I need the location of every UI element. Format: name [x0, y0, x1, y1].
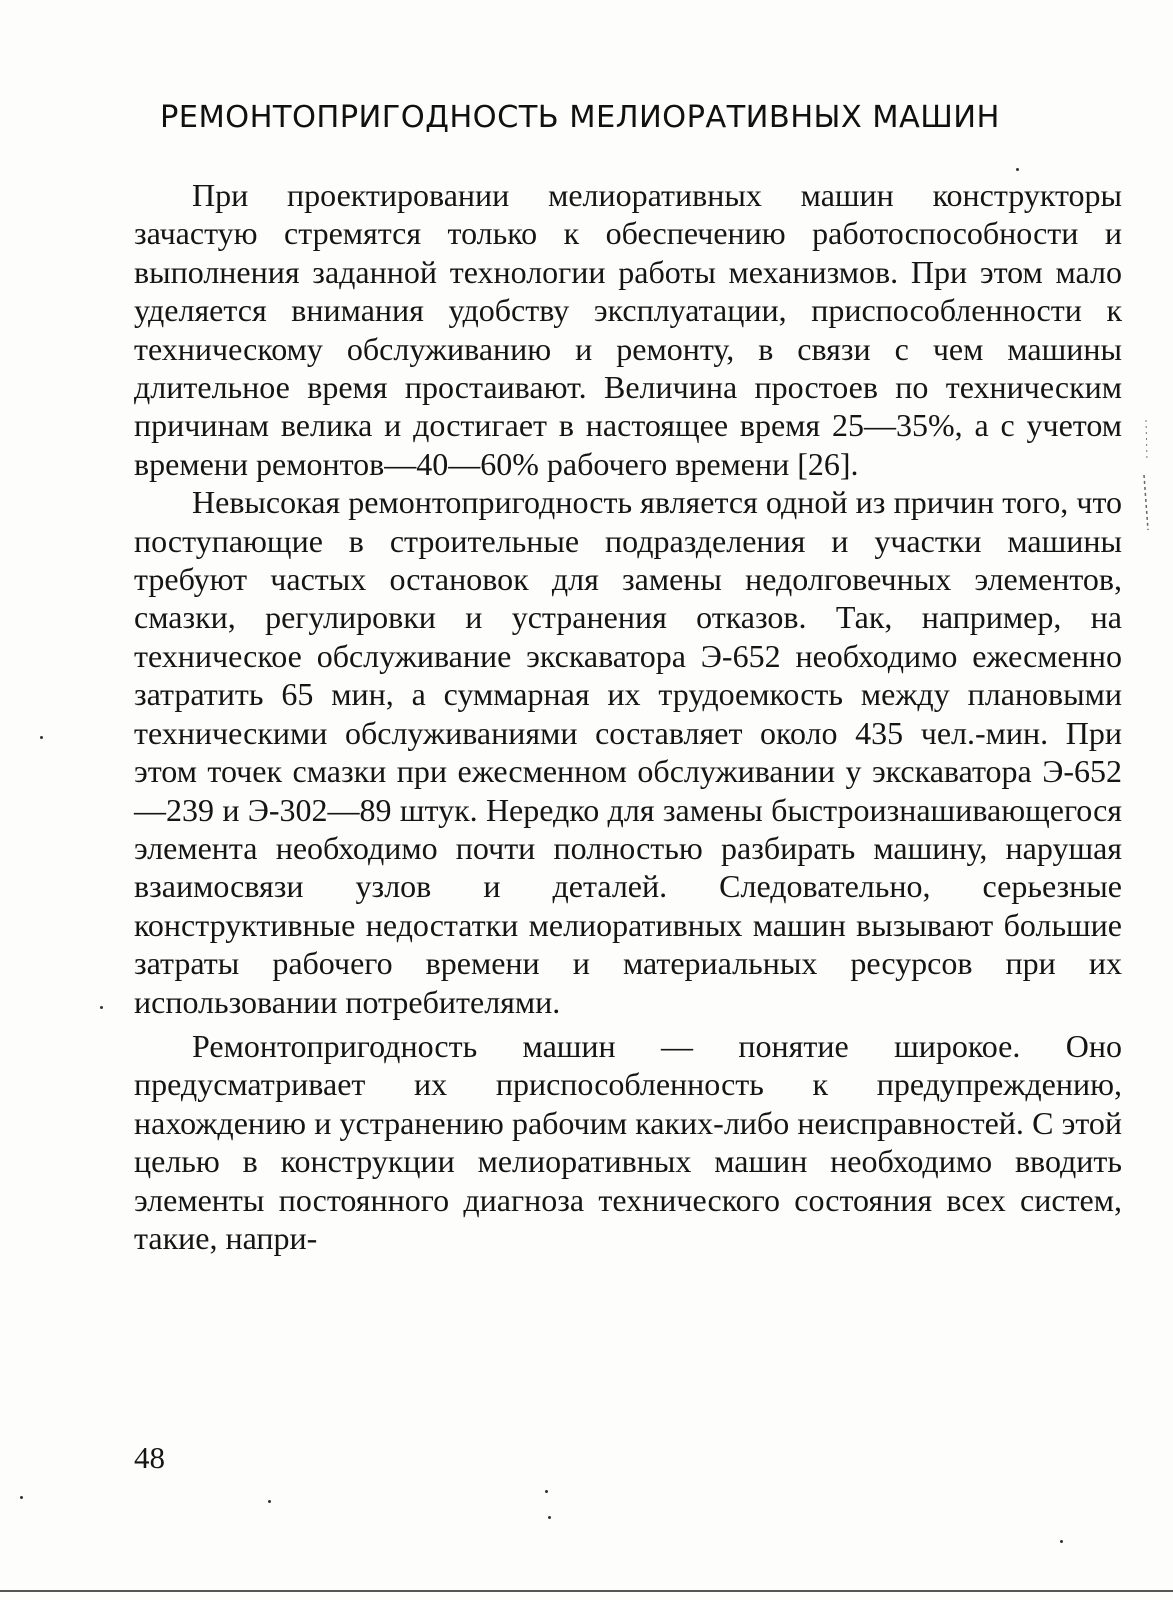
scan-speck — [268, 1500, 271, 1503]
scan-speck — [100, 1006, 103, 1009]
scan-speck — [20, 1496, 23, 1499]
scan-speck — [545, 1490, 548, 1493]
scan-bottom-edge — [0, 1590, 1173, 1592]
body-text — [134, 176, 1122, 1257]
page-number: 48 — [134, 1440, 165, 1475]
scan-speck — [40, 736, 43, 739]
scan-speck — [548, 1516, 551, 1519]
section-heading: РЕМОНТОПРИГОДНОСТЬ МЕЛИОРАТИВНЫХ МАШИН — [160, 100, 1000, 135]
scan-speck — [1060, 1540, 1063, 1543]
scan-edge-artifact — [1138, 420, 1152, 540]
scan-speck — [1016, 168, 1019, 171]
paragraph-1: При проектировании мелиоративных машин конструкторы зачастую стремятся только к обеспечению работоспособности и выполнения заданной технологии работы механизмов. При этом мало уделяется внимания удобству эксплуатации, приспособленности к техническому обслуживанию и ремонту, в связи с чем машины длительное время простаивают. Величина простоев по техническим причинам велика и достигает в настоящее время 25—35%, а с учетом времени ремонтов—40—60% рабочего времени [26]. — [134, 177, 1122, 482]
paragraph-2: Невысокая ремонтопригодность является одной из причин того, что поступающие в строительные подразделения и участки машины требуют частых остановок для замены недолговечных элементов, смазки, регулировки и устранения отказов. Так, например, на техническое обслуживание экскаватора Э-652 необходимо ежесменно затратить 65 мин, а суммарная их трудоемкость между плановыми техническими обслуживаниями составляет около 435 чел.-мин. При этом точек смазки при ежесменном обслуживании у экскаватора Э-652—239 и Э-302—89 штук. Нередко для замены быстроизнашивающегося элемента необходимо почти полностью разбирать машину, нарушая взаимосвязи узлов и деталей. Следовательно, серьезные конструктивные недостатки мелиоративных машин вызывают большие затраты рабочего времени и материальных ресурсов при их использовании потребителями. — [134, 484, 1122, 1020]
paragraph-3: Ремонтопригодность машин — понятие широкое. Оно предусматривает их приспособленность к предупреждению, нахождению и устранению рабочим каких-либо неисправностей. С этой целью в конструкции мелиоративных машин необходимо вводить элементы постоянного диагноза технического состояния всех систем, такие, напри- — [134, 1027, 1122, 1256]
